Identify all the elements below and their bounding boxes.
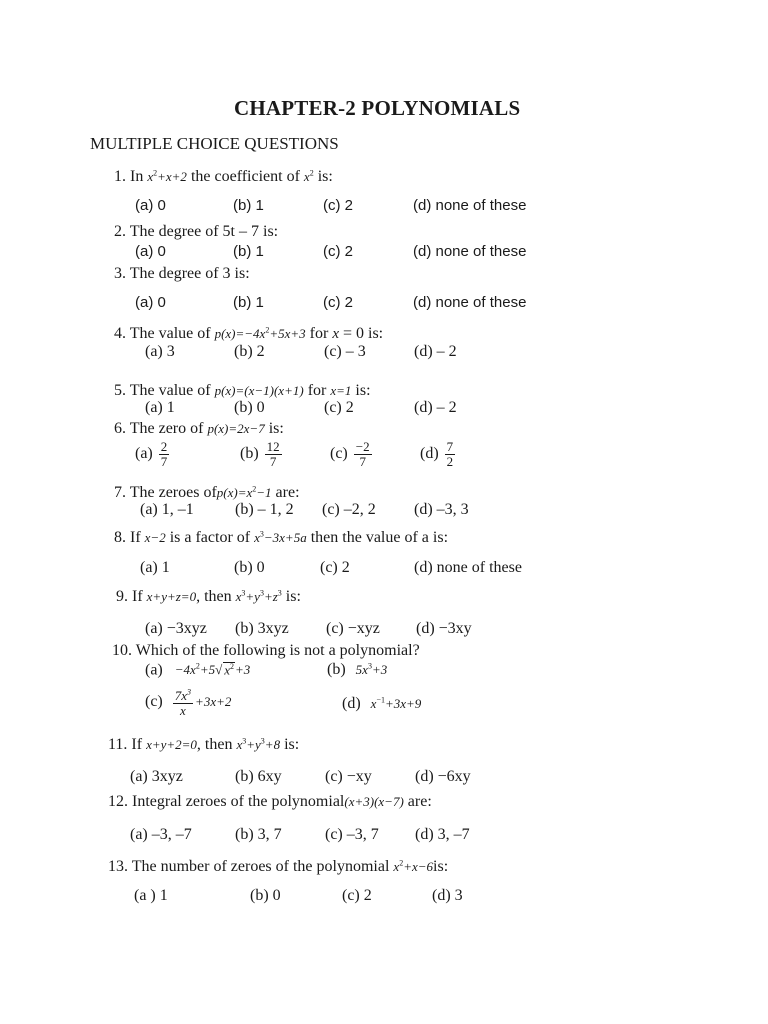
option-a: (a) 1 [145,399,175,416]
option-d [342,696,421,712]
option-b: (b) 6xy [235,768,282,785]
denominator: 7 [269,454,277,469]
option-a [135,440,171,469]
numerator: 2 [160,439,168,454]
option-d: (d) – 2 [414,343,457,360]
denominator: 7 [359,454,366,469]
math-expression: $x^3+y^3+8$ [236,736,281,752]
question-number: 10. [112,642,132,659]
option-c: (c) −xyz [326,620,380,637]
numerator: −2 [355,439,370,454]
question-4 [114,326,383,342]
option-d: (d) –3, 3 [414,501,469,518]
math-expression: $p(x)=x^2-1$ [216,484,272,500]
question-10 [112,643,420,659]
option-label: (b) [240,445,259,463]
option-a: (a) 3 [145,343,175,360]
question-text: The number of zeroes of the polynomial [131,858,394,875]
question-text: the coefficient of [186,168,304,185]
option-label: (b) [327,661,346,678]
option-c: (c) 2 [323,294,353,311]
math-expression: $x^2$ [303,168,314,184]
question-text: is a factor of [165,529,255,546]
math-expression: p(x)=2x−7 [207,421,265,436]
option-a: (a) –3, –7 [130,826,192,843]
option-d: (d) 3 [432,887,463,904]
question-text: If [132,588,147,605]
math-expression: $x^2+x-6$ [393,858,434,874]
option-a: (a ) 1 [134,887,168,904]
math-expression: x−2 [144,530,166,545]
option-a [145,662,250,678]
math-expression: x [332,326,339,342]
option-d: (d) −6xy [415,768,471,785]
question-text: are: [271,484,300,501]
question-text: If [130,529,145,546]
question-text: , then [196,736,237,753]
question-7 [114,485,300,501]
question-text: is: [351,382,371,399]
question-number: 11. [108,736,128,753]
math-expression: $x^{-1}+3x+9$ [370,695,422,711]
question-3 [114,266,250,282]
math-expression: $x^3-3x+5a$ [254,529,307,545]
question-text: then the value of a is: [306,529,449,546]
option-c: (c) 2 [342,887,372,904]
option-d: (d) none of these [413,243,527,260]
option-a: (a) 1, –1 [140,501,194,518]
question-number: 2. [114,223,126,240]
question-number: 5. [114,382,126,399]
option-label: (c) [330,445,348,463]
math-expression: +3x+2 [195,693,232,709]
question-number: 3. [114,265,126,282]
numerator: 12 [266,439,280,454]
option-b: (b) 3, 7 [235,826,282,843]
math-expression: (x+3)(x−7) [344,794,404,809]
question-2 [114,224,278,240]
question-number: 1. [114,168,126,185]
option-b: (b) 0 [250,887,281,904]
option-c [145,686,231,718]
option-c: (c) 2 [320,559,350,576]
option-d: (d) none of these [413,197,527,214]
math-expression: $p(x)=-4x^2+5x+3$ [214,325,306,341]
option-c: (c) – 3 [324,343,366,360]
question-text: The zero of [129,420,208,437]
question-text: for [305,325,333,342]
option-label: (c) [145,692,163,710]
option-b: (b) 2 [234,343,265,360]
question-1 [114,169,333,185]
option-label: (d) [420,445,439,463]
option-a: (a) 1 [140,559,170,576]
math-expression: x+y+z=0 [146,589,197,604]
option-b: (b) 1 [233,294,264,311]
question-text: is: [313,168,333,185]
option-c [330,440,374,469]
option-c: (c) –3, 7 [325,826,379,843]
question-text: is: [281,588,301,605]
fraction [265,440,282,469]
question-13 [108,859,448,875]
math-expression: $5x^3+3$ [355,661,388,677]
question-12 [108,794,432,810]
fraction [159,440,170,469]
option-a: (a) 0 [135,197,166,214]
math-expression: x+y+2=0 [146,737,197,752]
math-expression: $x^3+y^3+z^3$ [235,588,282,604]
math-expression: x=1 [330,383,352,398]
question-number: 13. [108,858,128,875]
option-b: (b) 1 [233,197,264,214]
question-text: The zeroes of [129,484,217,501]
question-text: The value of [129,382,215,399]
question-text: Which of the following is not a polynomial? [135,642,420,659]
question-text: The degree of 5t – 7 is: [129,223,279,240]
option-label: (d) [342,695,361,712]
option-c: (c) 2 [323,243,353,260]
question-text: Integral zeroes of the polynomial [132,793,345,810]
question-text: is: [264,420,284,437]
question-text: In [130,168,148,185]
option-d: (d) – 2 [414,399,457,416]
question-9 [116,589,301,605]
option-a: (a) 0 [135,243,166,260]
question-text: The degree of 3 is: [129,265,250,282]
question-11 [108,737,299,753]
question-number: 9. [116,588,128,605]
option-b: (b) 1 [233,243,264,260]
math-expression: p(x)=(x−1)(x+1) [214,383,304,398]
fraction: $\frac{7x^3}{x}$ [174,688,192,719]
option-d: (d) 3, –7 [415,826,470,843]
section-heading: MULTIPLE CHOICE QUESTIONS [90,134,339,153]
denominator: 7 [160,454,168,469]
question-text: If [131,736,147,753]
question-5 [114,383,371,399]
question-text: for [303,382,331,399]
numerator: 7 [446,439,454,454]
option-d: (d) none of these [414,559,522,576]
option-label: (a) [145,661,163,679]
option-a: (a) 0 [135,294,166,311]
option-c: (c) 2 [323,197,353,214]
question-number: 8. [114,529,126,546]
option-b [327,662,387,678]
question-number: 4. [114,325,126,342]
question-text: , then [196,588,236,605]
denominator: 2 [446,454,454,469]
question-8 [114,530,448,546]
option-b: (b) – 1, 2 [235,501,294,518]
option-b [240,440,284,469]
option-label: (a) [135,445,153,463]
page-title: CHAPTER-2 POLYNOMIALS [234,96,521,120]
question-text: The value of [129,325,215,342]
question-text: are: [403,793,432,810]
question-number: 6. [114,420,126,437]
question-text: is: [280,736,300,753]
option-a: (a) −3xyz [145,620,207,637]
math-expression: $-4x^2+5√$ $x^2+3$ [174,662,251,678]
math-expression: $x^2+x+2$ [147,168,187,184]
fraction [354,440,372,469]
option-b: (b) 0 [234,399,265,416]
option-d: (d) −3xy [416,620,472,637]
question-text: is: [433,858,449,875]
option-d: (d) none of these [413,294,527,311]
question-number: 12. [108,793,128,810]
option-c: (c) –2, 2 [322,501,376,518]
option-d [420,440,457,469]
option-b: (b) 0 [234,559,265,576]
fraction [445,440,456,469]
option-a: (a) 3xyz [130,768,183,785]
option-c: (c) 2 [324,399,354,416]
question-text: = 0 is: [338,325,384,342]
question-number: 7. [114,484,126,501]
option-c: (c) −xy [325,768,372,785]
option-b: (b) 3xyz [235,620,289,637]
question-6 [114,421,284,437]
